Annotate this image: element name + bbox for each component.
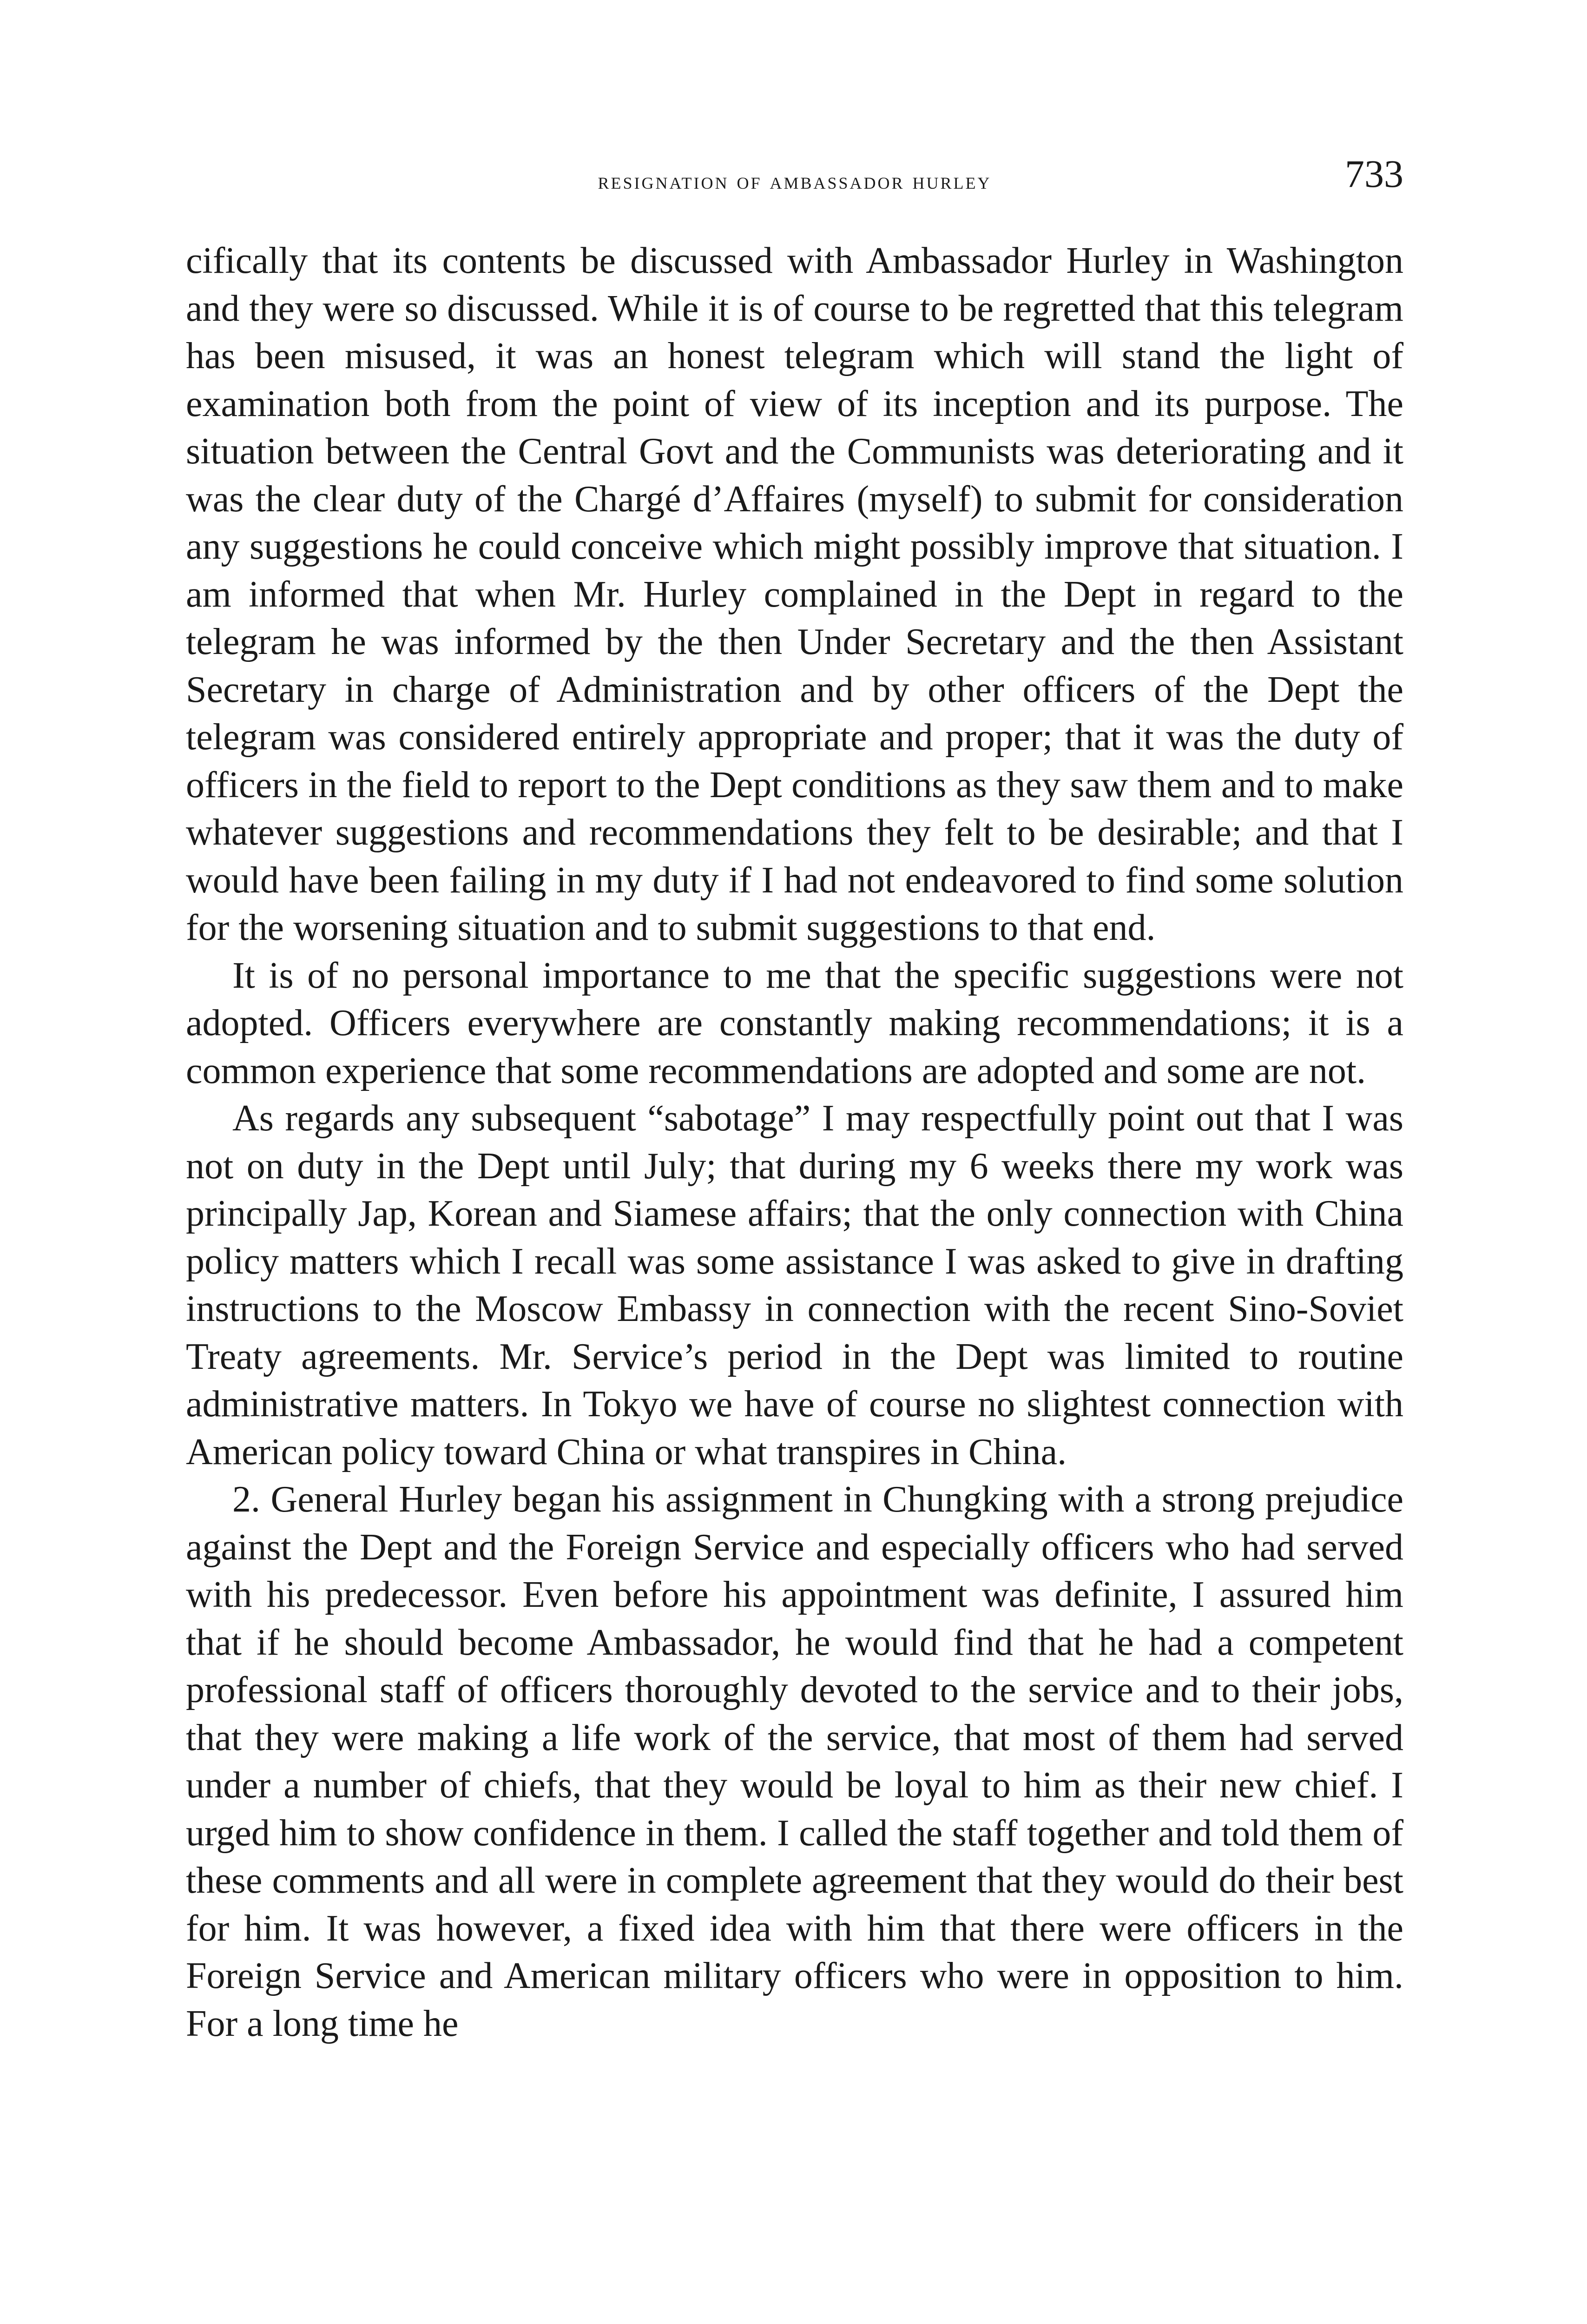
paragraph-continuation: cifically that its contents be discussed with Ambassador Hurley in Washington and they were so discussed. While it is of course to be regretted that this telegram has been misused, it was an honest telegram which will stand the light of examination both from the point of view of its inception and its purpose. The situation between the Central Govt and the Communists was deteriorating and it was the clear duty of the Chargé d’Affaires (myself) to submit for consideration any suggestions he could conceive which might possibly improve that situation. I am informed that when Mr. Hurley complained in the Dept in regard to the telegram he was informed by the then Under Secretary and the then Assistant Secretary in charge of Administration and by other officers of the Dept the telegram was considered entirely appropriate and proper; that it was the duty of officers in the field to report to the Dept conditions as they saw them and to make whatever suggestions and recommendations they felt to be desirable; and that I would have been failing in my duty if I had not endeavored to find some solution for the worsening situation and to submit suggestions to that end. xyxy=(186,240,1403,948)
page-number: 733 xyxy=(1345,152,1403,196)
paragraph: As regards any subsequent “sabotage” I may respectfully point out that I was not on duty in the Dept until July; that during my 6 weeks there my work was principally Jap, Korean and Siamese affairs; that the only connection with China policy matters which I recall was some assistance I was asked to give in drafting instructions to the Moscow Embassy in connection with the recent Sino-Soviet Treaty agreements. Mr. Service’s period in the Dept was limited to routine administrative matters. In Tokyo we have of course no slightest connection with American policy toward China or what transpires in China. xyxy=(186,1098,1403,1472)
page-header xyxy=(186,151,1403,211)
body-text xyxy=(186,237,1403,2047)
paragraph: 2. General Hurley began his assignment in Chungking with a strong prejudice against the Dept and the Foreign Service and especially officers who had served with his predecessor. Even before his appointment was definite, I assured him that if he should become Ambassador, he would find that he had a competent professional staff of officers thoroughly devoted to the service and to their jobs, that they were making a life work of the service, that most of them had served under a number of chiefs, that they would be loyal to him as their new chief. I urged him to show confidence in them. I called the staff together and told them of these comments and all were in complete agreement that they would do their best for him. It was however, a fixed idea with him that there were officers in the Foreign Service and American military officers who were in opposition to him. For a long time he xyxy=(186,1479,1403,2044)
running-head: resignation of ambassador hurley xyxy=(598,168,992,194)
paragraph: It is of no personal importance to me that the specific suggestions were not adopted. Officers everywhere are constantly making recommendations; it is a common experience that some recommendations are adopted and some are not. xyxy=(186,955,1403,1091)
